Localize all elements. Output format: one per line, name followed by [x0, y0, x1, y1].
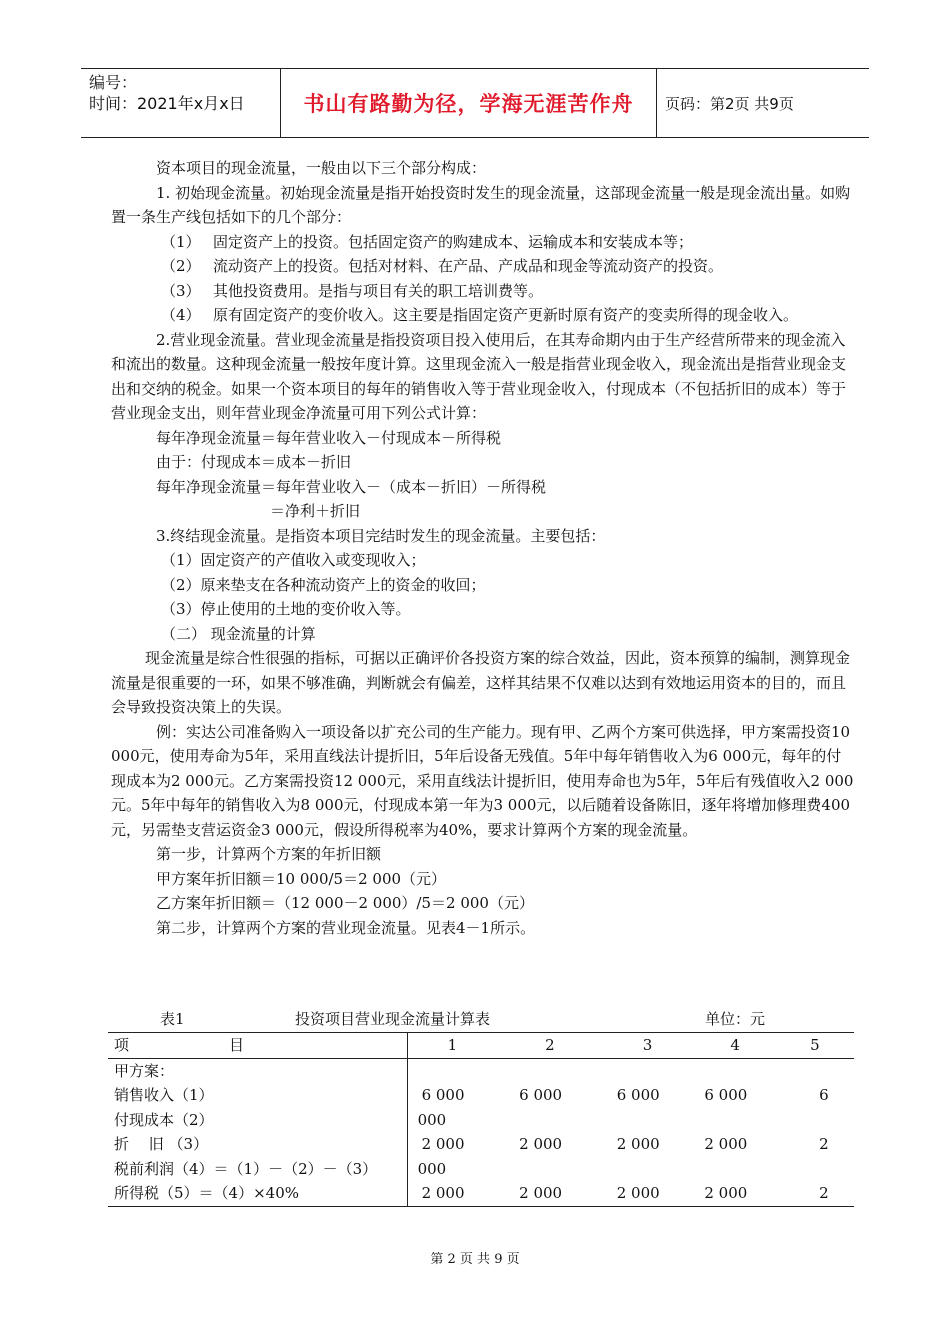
list-item: （2）原来垫支在各种流动资产上的资金的收回； [161, 575, 486, 594]
cell: 2 000 [704, 1184, 748, 1202]
cell [700, 1108, 785, 1133]
row-label: 税前利润（4）＝（1）－（2）－（3） [108, 1157, 407, 1182]
cell [700, 1157, 785, 1182]
header-year: 5 [810, 1036, 820, 1054]
cell [700, 1058, 785, 1083]
cell: 6 000 [519, 1086, 563, 1104]
cell: 6 000 [704, 1086, 748, 1104]
list-text: 流动资产上的投资。包括对材料、在产品、产成品和现金等流动资产的投资。 [213, 257, 724, 275]
cell: 2 [819, 1184, 829, 1202]
paragraph: 第二步，计算两个方案的营业现金流量。见表4－1所示。 [156, 918, 536, 937]
table-row [108, 1108, 854, 1133]
cell [603, 1058, 701, 1083]
cell [603, 1157, 701, 1182]
paragraph: 资本项目的现金流量，一般由以下三个部分构成： [156, 159, 487, 177]
formula: 每年净现金流量＝每年营业收入－付现成本－所得税 [156, 428, 502, 447]
table-number: 表1 [160, 1010, 185, 1028]
header-item-b: 目 [229, 1036, 245, 1054]
cell: 2 000 [519, 1135, 563, 1153]
cell [505, 1058, 603, 1083]
list-number: （4） [161, 306, 201, 324]
header-item [108, 1033, 407, 1059]
cell: 6 000 [616, 1086, 660, 1104]
header-year: 3 [642, 1036, 653, 1054]
row-label: 甲方案： [108, 1058, 407, 1083]
cell [505, 1157, 603, 1182]
table-row [108, 1083, 854, 1108]
header-year: 4 [730, 1036, 740, 1054]
page-indicator: 页码：第2页 共9页 [665, 94, 794, 113]
list-number: （3） [161, 281, 201, 300]
cell: 2 000 [616, 1135, 660, 1153]
list-item [111, 279, 856, 304]
list-number: （1） [161, 232, 201, 251]
cell [785, 1108, 854, 1133]
list-item [111, 303, 856, 328]
table-unit: 单位：元 [705, 1010, 766, 1028]
header-meta [81, 69, 281, 137]
cell: 2 000 [519, 1184, 563, 1202]
page-footer: 第 2 页 共 9 页 [430, 1252, 520, 1267]
header-year: 2 [545, 1036, 555, 1054]
cell: 2 000 [616, 1184, 660, 1202]
list-item [111, 254, 856, 279]
cell: 6 000 [421, 1086, 465, 1104]
table-row [108, 1181, 854, 1206]
cell: 000 [417, 1159, 447, 1178]
header-item-a: 项 [114, 1036, 130, 1054]
table-row [108, 1058, 854, 1083]
page-header [81, 68, 869, 138]
cell [407, 1058, 505, 1083]
list-item: （1）固定资产的产值收入或变现收入； [161, 551, 426, 569]
cell [785, 1157, 854, 1182]
cell: 000 [417, 1110, 447, 1129]
table-row [108, 1132, 854, 1157]
list-text: 固定资产上的投资。包括固定资产的购建成本、运输成本和安装成本等； [213, 232, 694, 251]
section-heading: （二） 现金流量的计算 [161, 624, 316, 643]
table-header-row [108, 1033, 854, 1059]
document-body [111, 156, 856, 940]
paragraph: 2.营业现金流量。营业现金流量是指投资项目投入使用后，在其寿命期内由于生产经营所带来的现金流入和流出的数量。这种现金流量一般按年度计算。这里现金流入一般是指营业现金收入，现金流出是指营业现金支出和交纳的税金。如果一个资本项目的每年的销售收入等于营业现金收入，付现成本（不包括折旧的成本）等于营业现金支出，则年营业现金净流量可用下列公式计算： [111, 330, 847, 422]
list-text: 其他投资费用。是指与项目有关的职工培训费等。 [213, 281, 544, 300]
formula: 甲方案年折旧额＝10 000/5＝2 000（元） [156, 869, 447, 888]
cell [505, 1108, 603, 1133]
cell [603, 1108, 701, 1133]
cell: 6 [819, 1086, 829, 1104]
paragraph: 现金流量是综合性很强的指标，可据以正确评价各投资方案的综合效益，因此，资本预算的编制，测算现金流量是很重要的一环，如果不够准确，判断就会有偏差，这样其结果不仅难以达到有效地运用资本的目的，而且会导致投资决策上的失误。 [111, 649, 851, 716]
number-label: 编号： [89, 73, 138, 92]
cell [785, 1058, 854, 1083]
list-item [111, 230, 856, 255]
cell: 2 000 [421, 1135, 465, 1153]
formula: 乙方案年折旧额＝（12 000－2 000）/5＝2 000（元） [156, 894, 534, 912]
list-item: （3）停止使用的土地的变价收入等。 [161, 600, 411, 618]
table-title: 投资项目营业现金流量计算表 [295, 1010, 491, 1028]
paragraph: 3.终结现金流量。是指资本项目完结时发生的现金流量。主要包括： [156, 526, 606, 545]
paragraph: 第一步，计算两个方案的年折旧额 [156, 845, 382, 863]
header-year: 1 [447, 1036, 458, 1054]
header-motto: 书山有路勤为径，学海无涯苦作舟 [281, 69, 657, 137]
formula: 每年净现金流量＝每年营业收入－（成本－折旧）－所得税 [156, 477, 547, 496]
time-label: 时间：2021年x月x日 [89, 94, 245, 113]
row-label: 所得税（5）＝（4）×40% [108, 1181, 407, 1206]
row-label: 折 旧 （3） [108, 1132, 407, 1157]
formula: 由于：付现成本＝成本－折旧 [156, 453, 352, 471]
paragraph: 1. 初始现金流量。初始现金流量是指开始投资时发生的现金流量，这部现金流量一般是现金流出量。如购置一条生产线包括如下的几个部分： [111, 183, 851, 226]
list-number: （2） [161, 257, 201, 275]
row-label: 销售收入（1） [108, 1083, 407, 1108]
cell: 2 000 [704, 1135, 748, 1153]
cell: 2 000 [421, 1184, 465, 1202]
list-text: 原有固定资产的变价收入。这主要是指固定资产更新时原有资产的变卖所得的现金收入。 [213, 306, 799, 324]
formula: ＝净利＋折旧 [270, 502, 361, 520]
cash-flow-table [108, 1032, 854, 1207]
cell: 2 [819, 1135, 829, 1153]
row-label: 付现成本（2） [108, 1108, 407, 1133]
paragraph: 例：实达公司准备购入一项设备以扩充公司的生产能力。现有甲、乙两个方案可供选择，甲方案需投资10 000元，使用寿命为5年，采用直线法计提折旧，5年后设备无残值。5年中每年销售收入为6 000元，每年的付现成本为2 000元。乙方案需投资12 000元，采用直线法计提折旧，使用寿命也为5年，5年后有残值收入2 000元。5年中每年的销售收入为8 000元，付现成本第一年为3 000元，以后随着设备陈旧，逐年将增加修理费400元，另需垫支营运资金3 000元，假设所得税率为40%，要求计算两个方案的现金流量。 [111, 722, 854, 839]
table-row [108, 1157, 854, 1182]
